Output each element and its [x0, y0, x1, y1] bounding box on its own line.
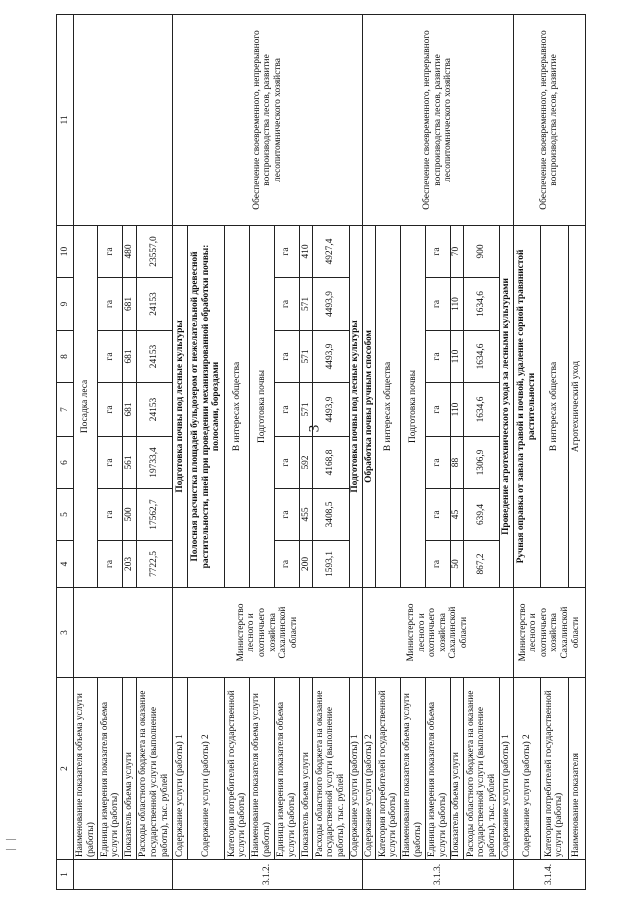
value-cell: 88	[450, 437, 463, 489]
value-cell: 23557,0	[136, 226, 173, 278]
row-label: Расходы областного бюджета на оказание государственной услуги (выполнение работы), тыс. рублей	[136, 678, 173, 860]
value-cell: га	[274, 278, 299, 331]
row-label: Наименование показателя	[568, 678, 585, 860]
row-label: Расходы областного бюджета на оказание государственной услуги (выполнение работы), тыс. рублей	[312, 678, 349, 860]
value-cell: га	[274, 331, 299, 383]
value-cell: га	[425, 437, 450, 489]
value-cell: 110	[450, 383, 463, 437]
s4-content1: Проведение агротехнического ухода за лесными культурами	[500, 226, 513, 588]
page-number: 3	[306, 424, 323, 433]
row-label: Показатель объема услуги	[123, 678, 136, 860]
col-header-7: 7	[57, 383, 74, 437]
s2-volume-name: Подготовка почвы	[250, 226, 275, 588]
row-label: Единица измерения показателя объема услуги (работы)	[425, 678, 450, 860]
value-cell: 681	[123, 383, 136, 437]
value-cell: га	[98, 278, 123, 331]
edge-mark: — —	[6, 834, 16, 855]
value-cell: 571	[299, 383, 312, 437]
row-label: Наименование показателя объема услуги (работы)	[250, 678, 275, 860]
ministry-cell	[73, 588, 172, 678]
row-label: Наименование показателя объема услуги (работы)	[73, 678, 98, 860]
value-cell: 867,2	[463, 541, 500, 588]
row-label: Показатель объема услуги	[299, 678, 312, 860]
col-header-5: 5	[57, 489, 74, 541]
value-cell: 681	[123, 331, 136, 383]
value-cell: га	[425, 489, 450, 541]
value-cell: га	[98, 437, 123, 489]
value-cell: 4493,9	[312, 331, 349, 383]
value-cell: га	[425, 541, 450, 588]
value-cell: га	[425, 226, 450, 278]
value-cell: 4168,8	[312, 437, 349, 489]
value-cell: га	[98, 226, 123, 278]
col-header-4: 4	[57, 541, 74, 588]
s3-volume-name: Подготовка почвы	[401, 226, 426, 588]
value-cell: 1593,1	[312, 541, 349, 588]
value-cell: 900	[463, 226, 500, 278]
goal-cell	[73, 15, 172, 226]
ministry-cell: Министерство лесного и охотничьего хозяйства Сахалинской области	[513, 588, 585, 678]
value-cell: 17562,7	[136, 489, 173, 541]
row-label: Расходы областного бюджета на оказание государственной услуги (выполнение работы), тыс. рублей	[463, 678, 500, 860]
value-cell: га	[98, 489, 123, 541]
col-header-6: 6	[57, 437, 74, 489]
value-cell: га	[274, 541, 299, 588]
row-label: Содержание услуги (работы) 2	[513, 678, 540, 860]
row-label: Единица измерения показателя объема услуги (работы)	[98, 678, 123, 860]
value-cell: 24153	[136, 331, 173, 383]
row-label: Содержание услуги (работы) 1	[500, 678, 513, 860]
s4-volume-name: Агротехнический уход	[568, 226, 585, 588]
value-cell: га	[274, 437, 299, 489]
value-cell: 110	[450, 278, 463, 331]
value-cell: 1306,9	[463, 437, 500, 489]
row-label: Единица измерения показателя объема услуги (работы)	[274, 678, 299, 860]
row-label: Категория потребителей государственной услуги (работы)	[225, 678, 250, 860]
value-cell: 4493,9	[312, 278, 349, 331]
section-code: 3.1.3.	[362, 860, 513, 890]
header-row	[57, 15, 74, 890]
goal-cell: Обеспечение своевременного, непрерывного воспроизводства лесов, развитие лесопитомнического хозяйства	[173, 15, 363, 226]
services-table	[56, 14, 586, 890]
goal-cell: Обеспечение своевременного, непрерывного воспроизводства лесов, развитие	[513, 15, 585, 226]
table-row	[173, 15, 187, 890]
value-cell: га	[274, 383, 299, 437]
table-row	[73, 15, 98, 890]
value-cell: 24153	[136, 278, 173, 331]
value-cell: 1634,6	[463, 331, 500, 383]
value-cell: га	[98, 541, 123, 588]
value-cell: 3408,5	[312, 489, 349, 541]
row-label: Категория потребителей государственной услуги (работы)	[376, 678, 401, 860]
value-cell: 7722,5	[136, 541, 173, 588]
ministry-cell: Министерство лесного и охотничьего хозяйства Сахалинской области	[362, 588, 513, 678]
value-cell: 4493,9	[312, 383, 349, 437]
value-cell: 24153	[136, 383, 173, 437]
code-cell	[73, 860, 172, 890]
s4-category: В интересах общества	[541, 226, 568, 588]
value-cell: 561	[123, 437, 136, 489]
col-header-3: 3	[57, 588, 74, 678]
value-cell: га	[425, 331, 450, 383]
ministry-cell: Министерство лесного и охотничьего хозяйства Сахалинской области	[173, 588, 363, 678]
value-cell: 4927,4	[312, 226, 349, 278]
value-cell: 571	[299, 331, 312, 383]
value-cell: га	[98, 383, 123, 437]
goal-cell: Обеспечение своевременного, непрерывного воспроизводства лесов, развитие лесопитомнического хозяйства	[362, 15, 513, 226]
col-header-10: 10	[57, 226, 74, 278]
value-cell: 592	[299, 437, 312, 489]
row-label: Содержание услуги (работы) 2	[187, 678, 225, 860]
s4-content2: Ручная оправка от завала травой и почвой, удаление сорной травянистой растительности	[513, 226, 540, 588]
value-cell: 455	[299, 489, 312, 541]
value-cell: га	[98, 331, 123, 383]
value-cell: га	[425, 383, 450, 437]
value-cell: 500	[123, 489, 136, 541]
value-cell: 19733,4	[136, 437, 173, 489]
row-label: Наименование показателя объема услуги (работы)	[401, 678, 426, 860]
s3-content1: Подготовка почвы под лесные культуры	[349, 226, 362, 588]
rotated-table-wrapper	[56, 15, 586, 890]
col-header-1: 1	[57, 860, 74, 890]
row-label: Содержание услуги (работы) 1	[173, 678, 187, 860]
table-row	[362, 15, 375, 890]
col-header-9: 9	[57, 278, 74, 331]
col-header-8: 8	[57, 331, 74, 383]
s3-content2: Обработка почвы ручным способом	[362, 226, 375, 588]
s2-content1: Подготовка почвы под лесные культуры	[173, 226, 187, 588]
value-cell: 70	[450, 226, 463, 278]
value-cell: 203	[123, 541, 136, 588]
s1-volume-name: Посадка леса	[73, 226, 98, 588]
value-cell: 410	[299, 226, 312, 278]
value-cell: 110	[450, 331, 463, 383]
value-cell: га	[425, 278, 450, 331]
row-label: Содержание услуги (работы) 1	[349, 678, 362, 860]
value-cell: 639,4	[463, 489, 500, 541]
section-code: 3.1.4.	[513, 860, 585, 890]
value-cell: га	[274, 226, 299, 278]
col-header-2: 2	[57, 678, 74, 860]
value-cell: 571	[299, 278, 312, 331]
value-cell: 45	[450, 489, 463, 541]
value-cell: 1634,6	[463, 383, 500, 437]
row-label: Показатель объема услуги	[450, 678, 463, 860]
value-cell: 480	[123, 226, 136, 278]
value-cell: 681	[123, 278, 136, 331]
table-row	[513, 15, 540, 890]
value-cell: га	[274, 489, 299, 541]
value-cell: 200	[299, 541, 312, 588]
s2-content2: Полосная расчистка площадей бульдозером от нежелательной древесной растительности, пней при проведении механизированной обработки почвы: полосами, бороздами	[187, 226, 225, 588]
row-label: Категория потребителей государственной услуги (работы)	[541, 678, 568, 860]
section-code: 3.1.2.	[173, 860, 363, 890]
s3-category: В интересах общества	[376, 226, 401, 588]
s2-category: В интересах общества	[225, 226, 250, 588]
row-label: Содержание услуги (работы) 2	[362, 678, 375, 860]
value-cell: 50	[450, 541, 463, 588]
col-header-11: 11	[57, 15, 74, 226]
value-cell: 1634,6	[463, 278, 500, 331]
